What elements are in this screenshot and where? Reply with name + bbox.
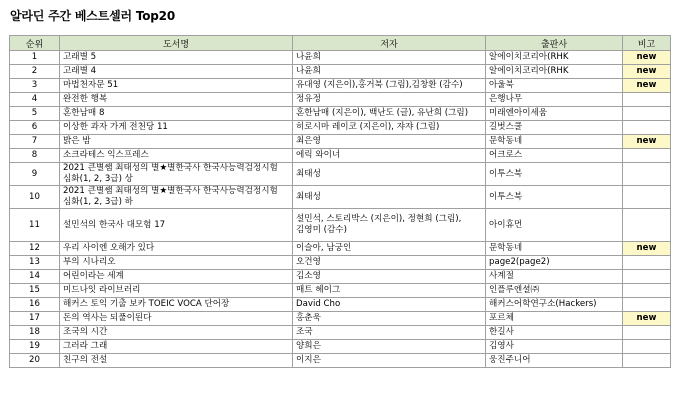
- author-cell: 매트 헤이그: [293, 284, 486, 298]
- publisher-cell: 사계절: [486, 270, 623, 284]
- table-row: [10, 65, 671, 79]
- note-cell: [623, 149, 671, 163]
- publisher-cell: 웅진주니어: [486, 354, 623, 368]
- rank-cell: 10: [10, 186, 60, 209]
- note-cell: [623, 107, 671, 121]
- book-title-cell: 조국의 시간: [60, 326, 293, 340]
- table-header-row: [10, 36, 671, 51]
- publisher-cell: 포르체: [486, 312, 623, 326]
- book-title-cell: 마법천자문 51: [60, 79, 293, 93]
- table-row: [10, 326, 671, 340]
- rank-cell: 13: [10, 256, 60, 270]
- table-row: [10, 242, 671, 256]
- rank-cell: 6: [10, 121, 60, 135]
- note-cell: new: [623, 312, 671, 326]
- table-row: [10, 186, 671, 209]
- note-cell: [623, 298, 671, 312]
- publisher-cell: 아이휴먼: [486, 209, 623, 242]
- author-cell: 최태성: [293, 186, 486, 209]
- note-cell: [623, 93, 671, 107]
- book-title-cell: 설민석의 한국사 대모험 17: [60, 209, 293, 242]
- table-row: [10, 79, 671, 93]
- note-cell: new: [623, 79, 671, 93]
- publisher-cell: 은행나무: [486, 93, 623, 107]
- book-title-cell: 어린이라는 세계: [60, 270, 293, 284]
- publisher-cell: 알에이치코리아(RHK: [486, 65, 623, 79]
- book-title-cell: 그러라 그래: [60, 340, 293, 354]
- rank-cell: 17: [10, 312, 60, 326]
- note-cell: new: [623, 242, 671, 256]
- rank-cell: 5: [10, 107, 60, 121]
- rank-cell: 7: [10, 135, 60, 149]
- table-row: [10, 270, 671, 284]
- publisher-cell: 문학동네: [486, 135, 623, 149]
- rank-cell: 3: [10, 79, 60, 93]
- note-cell: [623, 340, 671, 354]
- author-cell: 김소영: [293, 270, 486, 284]
- note-cell: new: [623, 51, 671, 65]
- note-cell: [623, 270, 671, 284]
- rank-cell: 14: [10, 270, 60, 284]
- book-title-cell: 완전한 행복: [60, 93, 293, 107]
- note-cell: [623, 256, 671, 270]
- author-cell: 최태성: [293, 163, 486, 186]
- table-row: [10, 163, 671, 186]
- author-cell: 에릭 와이너: [293, 149, 486, 163]
- note-cell: new: [623, 65, 671, 79]
- author-cell: 혼한남매 (지은이), 백난도 (글), 유난희 (그림): [293, 107, 486, 121]
- header-title: 도서명: [60, 36, 293, 51]
- publisher-cell: 이투스북: [486, 163, 623, 186]
- publisher-cell: 아울북: [486, 79, 623, 93]
- book-title-cell: 이상한 과자 가게 전천당 11: [60, 121, 293, 135]
- table-row: [10, 312, 671, 326]
- rank-cell: 1: [10, 51, 60, 65]
- table-row: [10, 93, 671, 107]
- book-title-cell: 미드나잇 라이브러리: [60, 284, 293, 298]
- author-cell: 양희은: [293, 340, 486, 354]
- rank-cell: 11: [10, 209, 60, 242]
- book-title-cell: 2021 큰별쌤 최태성의 별★별한국사 한국사능력검정시험 심화(1, 2, 3급) 하: [60, 186, 293, 209]
- publisher-cell: page2(page2): [486, 256, 623, 270]
- table-row: [10, 51, 671, 65]
- header-publisher: 출판사: [486, 36, 623, 51]
- note-cell: [623, 209, 671, 242]
- publisher-cell: 어크로스: [486, 149, 623, 163]
- note-cell: [623, 186, 671, 209]
- header-author: 저자: [293, 36, 486, 51]
- bestseller-table: [9, 35, 671, 368]
- book-title-cell: 해커스 토익 기출 보카 TOEIC VOCA 단어장: [60, 298, 293, 312]
- author-cell: 오건영: [293, 256, 486, 270]
- book-title-cell: 혼한남매 8: [60, 107, 293, 121]
- header-rank: 순위: [10, 36, 60, 51]
- table-row: [10, 256, 671, 270]
- rank-cell: 4: [10, 93, 60, 107]
- rank-cell: 12: [10, 242, 60, 256]
- book-title-cell: 돈의 역사는 되풀이된다: [60, 312, 293, 326]
- publisher-cell: 해커스어학연구소(Hackers): [486, 298, 623, 312]
- author-cell: David Cho: [293, 298, 486, 312]
- header-note: 비고: [623, 36, 671, 51]
- rank-cell: 2: [10, 65, 60, 79]
- author-cell: 홍춘욱: [293, 312, 486, 326]
- note-cell: [623, 163, 671, 186]
- author-cell: 설민석, 스토리박스 (지은이), 정현희 (그림), 김영미 (감수): [293, 209, 486, 242]
- rank-cell: 15: [10, 284, 60, 298]
- book-title-cell: 친구의 전설: [60, 354, 293, 368]
- book-title-cell: 밝은 밤: [60, 135, 293, 149]
- note-cell: new: [623, 135, 671, 149]
- publisher-cell: 이투스북: [486, 186, 623, 209]
- table-row: [10, 340, 671, 354]
- book-title-cell: 고래별 4: [60, 65, 293, 79]
- note-cell: [623, 354, 671, 368]
- publisher-cell: 김영사: [486, 340, 623, 354]
- table-row: [10, 135, 671, 149]
- table-row: [10, 284, 671, 298]
- book-title-cell: 소크라테스 익스프레스: [60, 149, 293, 163]
- author-cell: 조국: [293, 326, 486, 340]
- rank-cell: 8: [10, 149, 60, 163]
- book-title-cell: 우리 사이엔 오해가 있다: [60, 242, 293, 256]
- note-cell: [623, 284, 671, 298]
- author-cell: 이지은: [293, 354, 486, 368]
- rank-cell: 19: [10, 340, 60, 354]
- book-title-cell: 부의 시나리오: [60, 256, 293, 270]
- author-cell: 나윤희: [293, 65, 486, 79]
- publisher-cell: 문학동네: [486, 242, 623, 256]
- book-title-cell: 2021 큰별쌤 최태성의 별★별한국사 한국사능력검정시험 심화(1, 2, 3급) 상: [60, 163, 293, 186]
- note-cell: [623, 326, 671, 340]
- rank-cell: 18: [10, 326, 60, 340]
- author-cell: 히로시마 레이코 (지은이), 쟈쟈 (그림): [293, 121, 486, 135]
- author-cell: 이슬아, 남궁인: [293, 242, 486, 256]
- book-title-cell: 고래별 5: [60, 51, 293, 65]
- rank-cell: 9: [10, 163, 60, 186]
- publisher-cell: 한길사: [486, 326, 623, 340]
- page-title: 알라딘 주간 베스트셀러 Top20: [10, 9, 175, 23]
- table-row: [10, 121, 671, 135]
- author-cell: 유대영 (지은이),홍거북 (그림),김창환 (감수): [293, 79, 486, 93]
- author-cell: 나윤희: [293, 51, 486, 65]
- table-row: [10, 354, 671, 368]
- table-row: [10, 149, 671, 163]
- rank-cell: 16: [10, 298, 60, 312]
- note-cell: [623, 121, 671, 135]
- publisher-cell: 알에이치코리아(RHK: [486, 51, 623, 65]
- publisher-cell: 인플루엔셜㈜: [486, 284, 623, 298]
- table-row: [10, 209, 671, 242]
- author-cell: 정유정: [293, 93, 486, 107]
- table-row: [10, 107, 671, 121]
- publisher-cell: 길벗스쿨: [486, 121, 623, 135]
- rank-cell: 20: [10, 354, 60, 368]
- publisher-cell: 미래엔아이세움: [486, 107, 623, 121]
- author-cell: 최은영: [293, 135, 486, 149]
- table-row: [10, 298, 671, 312]
